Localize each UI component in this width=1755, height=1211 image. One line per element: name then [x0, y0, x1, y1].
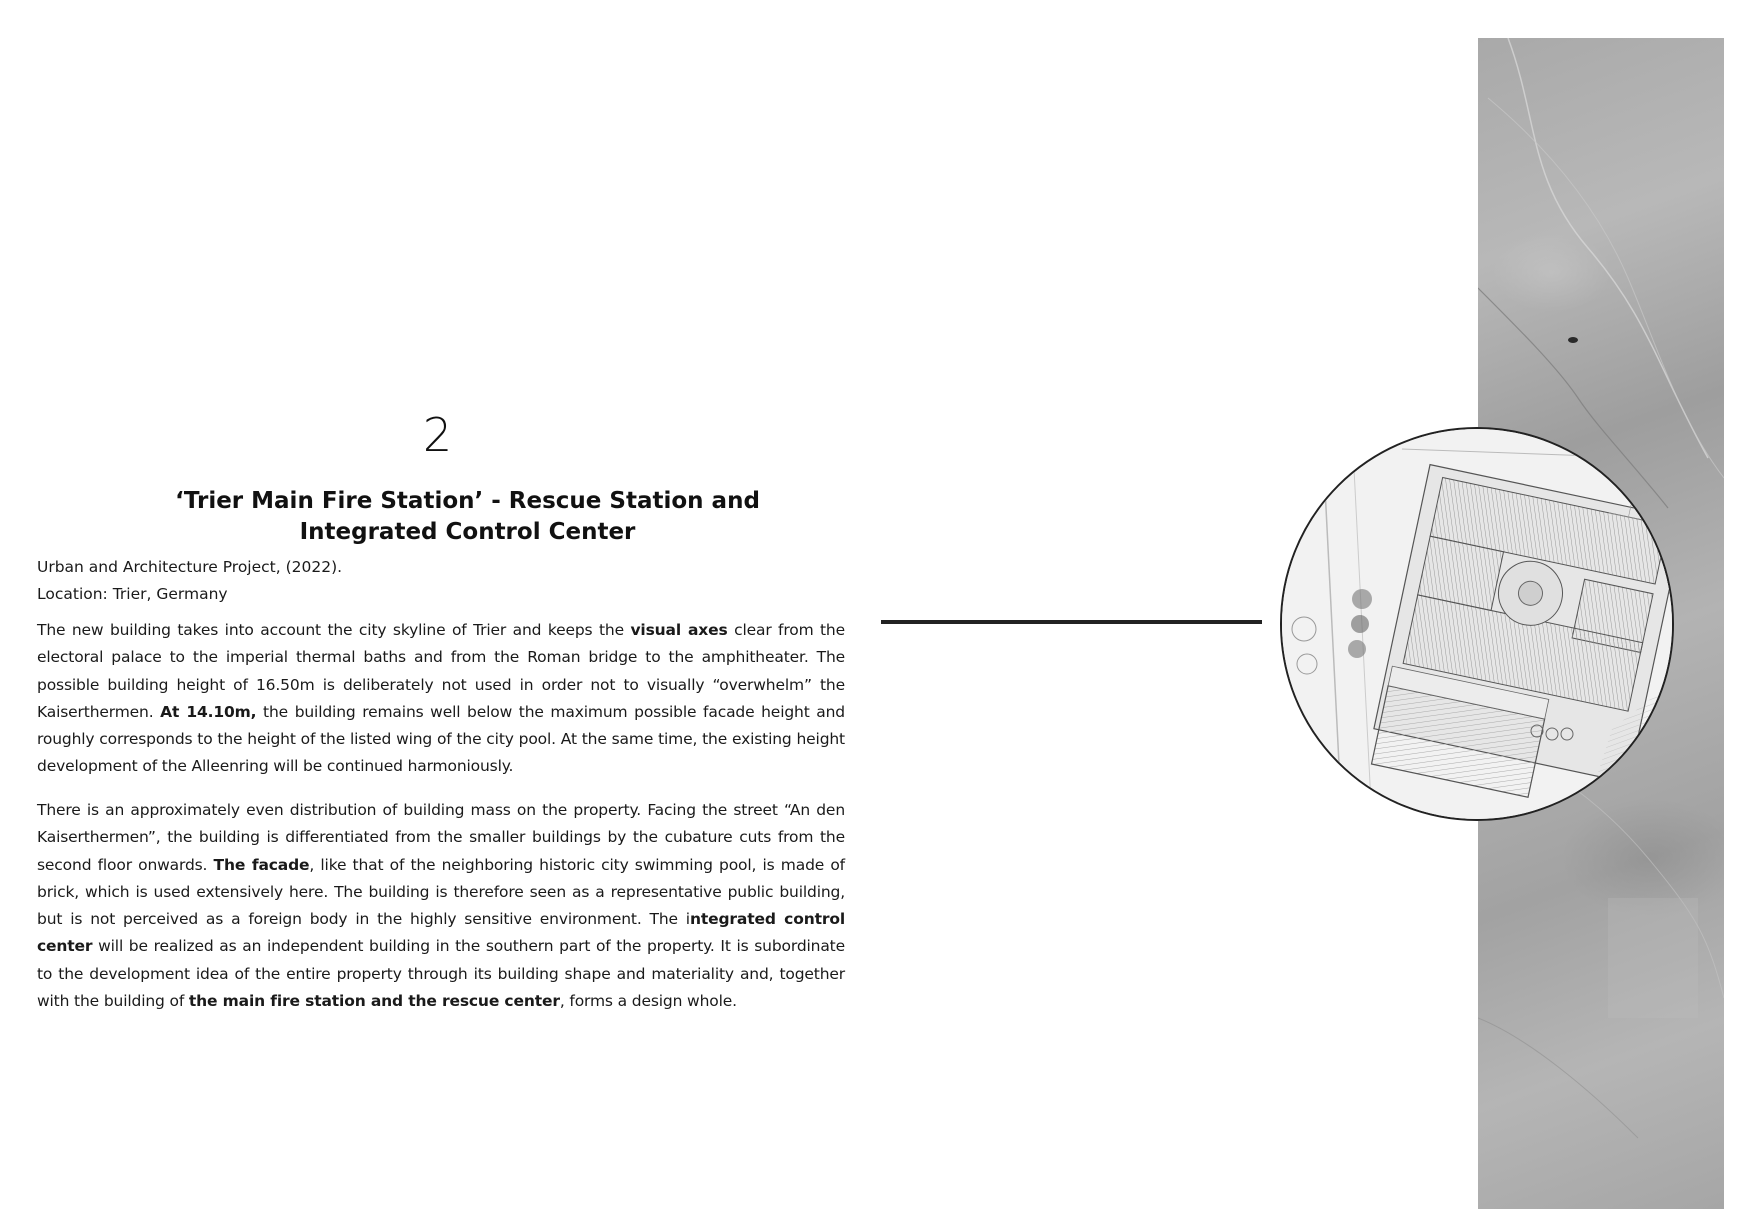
paragraph-2-text-4: , forms a design whole. — [559, 992, 737, 1011]
site-plan-circle — [1280, 427, 1674, 821]
paragraph-2-bold-facade: The facade — [213, 855, 310, 874]
project-title — [0, 486, 935, 548]
project-location: Location: Trier, Germany — [37, 585, 228, 603]
paragraph-1-bold-visual-axes: visual axes — [630, 621, 728, 639]
description-paragraph-2 — [37, 797, 845, 1015]
paragraph-2-text-3: will be realized as an independent building in the southern part of the property. It is subordinate to the development idea of the entire property through its building shape and materiality and, together with the building of — [37, 937, 845, 1011]
page-number: 2 — [422, 408, 453, 462]
paragraph-2-bold-control-center: ntegrated control center — [37, 910, 846, 956]
project-meta — [37, 554, 847, 608]
project-type-year: Urban and Architecture Project, (2022). — [37, 558, 343, 576]
project-title-line-2: Integrated Control Center — [299, 519, 636, 545]
paragraph-1-text-3: the building remains well below the maximum possible facade height and roughly corresponds to the height of the listed wing of the city pool. At the same time, the existing height development of the Alleenring will be continued harmoniously. — [37, 702, 845, 776]
paragraph-1-bold-height: At 14.10m, — [160, 702, 257, 721]
paragraph-2-text-2: , like that of the neighboring historic city swimming pool, is made of brick, which is used extensively here. The building is therefore seen as a representative public building, but is not perceived as a foreign body in the highly sensitive environment. The i — [37, 855, 845, 929]
paragraph-1-text-2: clear from the electoral palace to the imperial thermal baths and from the Roman bridge to the amphitheater. The possible building height of 16.50m is deliberately not used in order not to visually “overwhelm” the Kaiserthermen. — [37, 621, 845, 721]
connector-line — [881, 620, 1262, 624]
paragraph-2-bold-main-station: the main fire station and the rescue center — [188, 992, 560, 1011]
project-title-line-1: ‘Trier Main Fire Station’ - Rescue Station and — [175, 488, 760, 514]
description-paragraph-1 — [37, 617, 845, 781]
paragraph-1-text-1: The new building takes into account the city skyline of Trier and keeps the — [37, 621, 631, 639]
paragraph-2-text-1: There is an approximately even distribution of building mass on the property. Facing the street “An den Kaiserthermen”, the building is differentiated from the smaller buildings by the cubature cuts from the second floor onwards. — [37, 801, 845, 874]
